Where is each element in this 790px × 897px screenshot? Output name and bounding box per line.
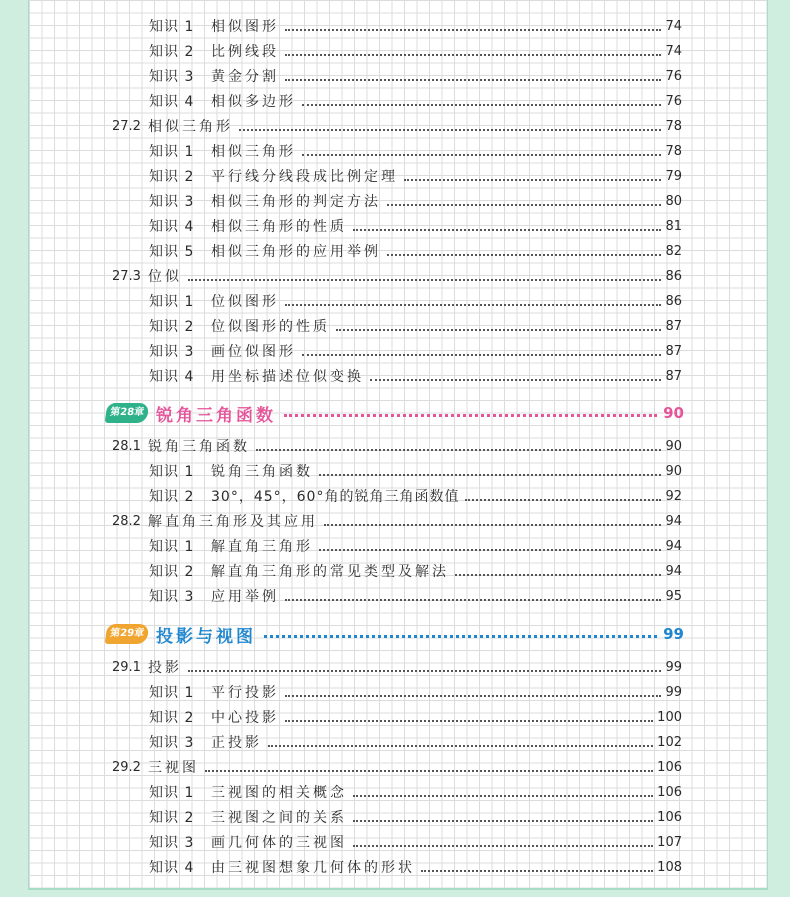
chapter-badge: 第29章	[105, 624, 150, 644]
knowledge-label: 知识 1	[149, 294, 195, 310]
section-number: 27.3	[112, 269, 141, 284]
knowledge-label: 知识 3	[149, 735, 195, 751]
entry-title: 解直角三角形	[211, 539, 313, 555]
toc-entry-knowledge[interactable]	[149, 142, 682, 162]
page-number: 74	[665, 19, 682, 34]
toc-entry-knowledge[interactable]	[149, 367, 682, 387]
page-number: 87	[665, 369, 682, 384]
dot-leader	[256, 449, 661, 451]
page-number: 92	[665, 489, 682, 504]
page-number: 90	[665, 464, 682, 479]
dot-leader	[353, 845, 653, 847]
dot-leader	[319, 474, 661, 476]
entry-title: 平行投影	[211, 685, 279, 701]
toc-entry-knowledge[interactable]	[149, 708, 682, 728]
page-number: 82	[665, 244, 682, 259]
knowledge-label: 知识 2	[149, 710, 195, 726]
entry-title: 投影	[148, 660, 182, 676]
toc-entry-knowledge[interactable]	[149, 858, 682, 878]
entry-title: 位似图形的性质	[211, 319, 330, 335]
dot-leader	[387, 204, 661, 206]
entry-title: 应用举例	[211, 589, 279, 605]
toc-entry-section[interactable]	[112, 512, 682, 532]
page-number: 107	[657, 835, 682, 850]
knowledge-label: 知识 4	[149, 219, 195, 235]
entry-title: 相似图形	[211, 19, 279, 35]
dot-leader	[239, 129, 661, 131]
toc-entry-section[interactable]	[112, 658, 682, 678]
dot-leader	[188, 279, 661, 281]
knowledge-label: 知识 4	[149, 94, 195, 110]
knowledge-label: 知识 2	[149, 810, 195, 826]
knowledge-label: 知识 2	[149, 169, 195, 185]
toc-entry-knowledge[interactable]	[149, 808, 682, 828]
toc-entry-knowledge[interactable]	[149, 242, 682, 262]
knowledge-label: 知识 4	[149, 860, 195, 876]
toc-entry-section[interactable]	[112, 117, 682, 137]
entry-title: 黄金分割	[211, 69, 279, 85]
toc-entry-knowledge[interactable]	[149, 562, 682, 582]
section-number: 28.1	[112, 439, 141, 454]
page-number: 94	[665, 514, 682, 529]
entry-title: 位似图形	[211, 294, 279, 310]
entry-title: 平行线分线段成比例定理	[211, 169, 398, 185]
knowledge-label: 知识 5	[149, 244, 195, 260]
page-number: 90	[663, 404, 684, 422]
toc-entry-knowledge[interactable]	[149, 92, 682, 112]
toc-entry-knowledge[interactable]	[149, 67, 682, 87]
knowledge-label: 知识 2	[149, 44, 195, 60]
dot-leader	[188, 670, 661, 672]
knowledge-label: 知识 3	[149, 589, 195, 605]
toc-chapter-28[interactable]	[106, 400, 684, 426]
dot-leader	[302, 154, 661, 156]
section-number: 29.1	[112, 660, 141, 675]
page-number: 79	[665, 169, 682, 184]
entry-title: 相似三角形	[211, 144, 296, 160]
knowledge-label: 知识 2	[149, 319, 195, 335]
section-number: 27.2	[112, 119, 141, 134]
knowledge-label: 知识 2	[149, 564, 195, 580]
knowledge-label: 知识 1	[149, 464, 195, 480]
dot-leader	[455, 574, 661, 576]
page-number: 76	[665, 69, 682, 84]
entry-title: 位似	[148, 269, 182, 285]
entry-title: 中心投影	[211, 710, 279, 726]
section-number: 29.2	[112, 760, 141, 775]
toc-entry-knowledge[interactable]	[149, 192, 682, 212]
knowledge-label: 知识 1	[149, 685, 195, 701]
toc-entry-knowledge[interactable]	[149, 217, 682, 237]
dot-leader	[404, 179, 661, 181]
entry-title: 由三视图想象几何体的形状	[211, 860, 415, 876]
entry-title: 相似三角形的应用举例	[211, 244, 381, 260]
page-number: 99	[665, 660, 682, 675]
dot-leader	[285, 29, 661, 31]
entry-title: 画位似图形	[211, 344, 296, 360]
toc-entry-knowledge[interactable]	[149, 167, 682, 187]
dot-leader	[285, 79, 661, 81]
page-number: 95	[665, 589, 682, 604]
page-number: 106	[657, 785, 682, 800]
chapter-title: 锐角三角函数	[156, 405, 276, 426]
page-number: 99	[663, 625, 684, 643]
toc-entry-knowledge[interactable]	[149, 317, 682, 337]
section-number: 28.2	[112, 514, 141, 529]
toc-entry-knowledge[interactable]	[149, 17, 682, 37]
toc-entry-knowledge[interactable]	[149, 292, 682, 312]
knowledge-label: 知识 1	[149, 19, 195, 35]
page-number: 108	[657, 860, 682, 875]
entry-title: 三视图	[148, 760, 199, 776]
entry-title: 画几何体的三视图	[211, 835, 347, 851]
page-number: 81	[665, 219, 682, 234]
chapter-title: 投影与视图	[156, 626, 256, 647]
dot-leader	[387, 254, 661, 256]
toc-chapter-29[interactable]	[106, 621, 684, 647]
toc-entry-knowledge[interactable]	[149, 587, 682, 607]
toc-entry-section[interactable]	[112, 437, 682, 457]
entry-title: 正投影	[211, 735, 262, 751]
entry-title: 30°，45°，60°角的锐角三角函数值	[211, 489, 460, 505]
dot-leader	[421, 870, 653, 872]
entry-title: 三视图的相关概念	[211, 785, 347, 801]
knowledge-label: 知识 3	[149, 69, 195, 85]
page-number: 86	[665, 294, 682, 309]
entry-title: 解直角三角形及其应用	[148, 514, 318, 530]
dot-leader	[353, 820, 653, 822]
knowledge-label: 知识 2	[149, 489, 195, 505]
page-number: 94	[665, 564, 682, 579]
dot-leader	[319, 549, 661, 551]
dot-leader	[353, 795, 653, 797]
knowledge-label: 知识 4	[149, 369, 195, 385]
entry-title: 相似三角形的判定方法	[211, 194, 381, 210]
dot-leader	[268, 745, 653, 747]
knowledge-label: 知识 3	[149, 835, 195, 851]
page-number: 74	[665, 44, 682, 59]
dot-leader	[324, 524, 661, 526]
toc-entry-section[interactable]	[112, 758, 682, 778]
entry-title: 相似多边形	[211, 94, 296, 110]
entry-title: 用坐标描述位似变换	[211, 369, 364, 385]
toc-entry-knowledge[interactable]	[149, 537, 682, 557]
page-number: 106	[657, 760, 682, 775]
page-number: 86	[665, 269, 682, 284]
dot-leader	[284, 414, 657, 417]
page-number: 80	[665, 194, 682, 209]
page-number: 78	[665, 144, 682, 159]
page-number: 102	[657, 735, 682, 750]
toc-entry-knowledge[interactable]	[149, 783, 682, 803]
knowledge-label: 知识 1	[149, 539, 195, 555]
dot-leader	[285, 304, 661, 306]
dot-leader	[285, 720, 653, 722]
dot-leader	[264, 635, 657, 638]
chapter-badge: 第28章	[105, 403, 150, 423]
page-number: 90	[665, 439, 682, 454]
knowledge-label: 知识 1	[149, 785, 195, 801]
dot-leader	[285, 54, 661, 56]
entry-title: 相似三角形的性质	[211, 219, 347, 235]
knowledge-label: 知识 3	[149, 344, 195, 360]
entry-title: 锐角三角函数	[211, 464, 313, 480]
entry-title: 锐角三角函数	[148, 439, 250, 455]
dot-leader	[465, 499, 661, 501]
dot-leader	[205, 770, 653, 772]
toc-entry-knowledge[interactable]	[149, 487, 682, 507]
toc-entry-knowledge[interactable]	[149, 683, 682, 703]
dot-leader	[285, 599, 661, 601]
knowledge-label: 知识 1	[149, 144, 195, 160]
page-number: 87	[665, 344, 682, 359]
entry-title: 相似三角形	[148, 119, 233, 135]
toc-entry-knowledge[interactable]	[149, 42, 682, 62]
page-number: 87	[665, 319, 682, 334]
dot-leader	[353, 229, 661, 231]
page-number: 78	[665, 119, 682, 134]
dot-leader	[302, 104, 661, 106]
dot-leader	[302, 354, 661, 356]
page-number: 94	[665, 539, 682, 554]
entry-title: 解直角三角形的常见类型及解法	[211, 564, 449, 580]
toc-entry-knowledge[interactable]	[149, 833, 682, 853]
entry-title: 比例线段	[211, 44, 279, 60]
page-number: 99	[665, 685, 682, 700]
knowledge-label: 知识 3	[149, 194, 195, 210]
dot-leader	[370, 379, 661, 381]
toc-entry-knowledge[interactable]	[149, 733, 682, 753]
toc-entry-section[interactable]	[112, 267, 682, 287]
toc-entry-knowledge[interactable]	[149, 342, 682, 362]
entry-title: 三视图之间的关系	[211, 810, 347, 826]
dot-leader	[285, 695, 661, 697]
page-number: 106	[657, 810, 682, 825]
page-number: 76	[665, 94, 682, 109]
toc-entry-knowledge[interactable]	[149, 462, 682, 482]
dot-leader	[336, 329, 661, 331]
page-number: 100	[657, 710, 682, 725]
